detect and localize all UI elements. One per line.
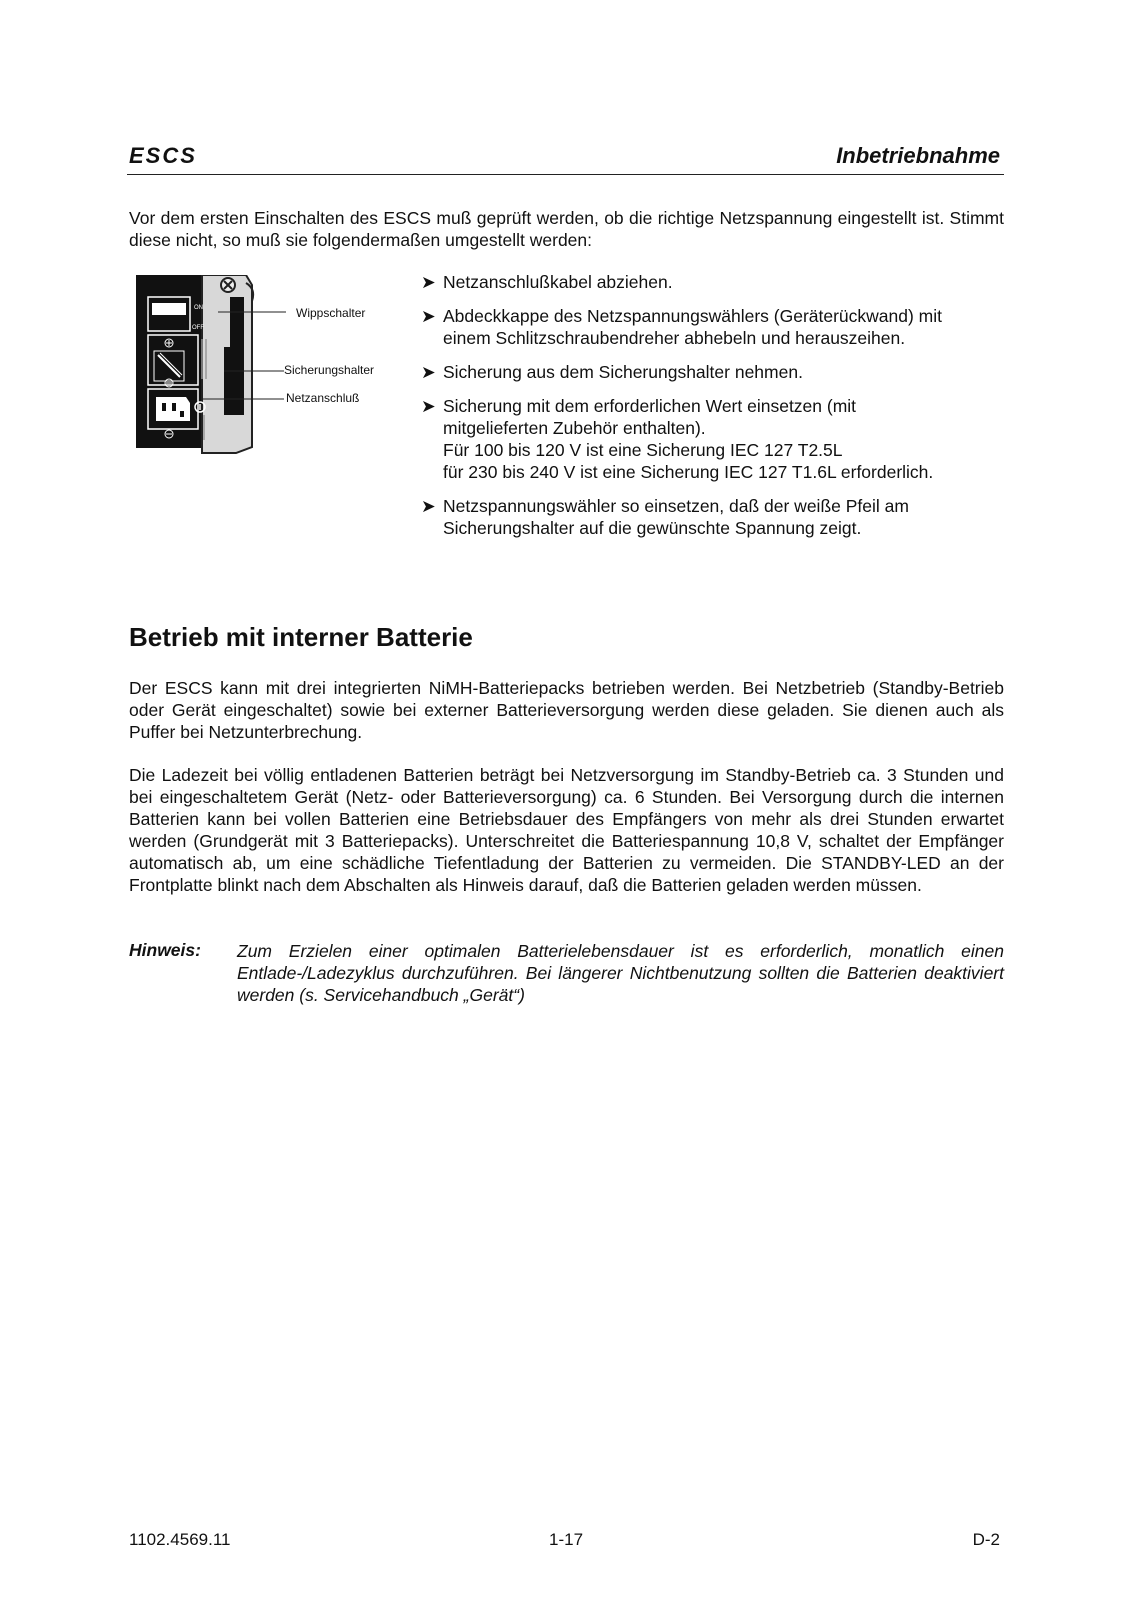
battery-paragraph-1: Der ESCS kann mit drei integrierten NiMH-Batteriepacks betrieben werden. Bei Netzbetrieb (Standby-Betrieb oder Gerät eingeschaltet) sowie bei externer Batterieversorgung werden diese geladen. Sie dienen auch als Puffer bei Netzunterbrechung.: [129, 678, 1004, 742]
arrow-bullet-icon: ➤: [421, 306, 436, 326]
step-text: einem Schlitzschraubendreher abhebeln und herauszeihen.: [443, 328, 906, 348]
arrow-bullet-icon: ➤: [421, 496, 436, 516]
note-text: Zum Erzielen einer optimalen Batterielebensdauer ist es erforderlich, monatlich einen Entlade-/Ladezyklus durchzuführen. Bei längerer Nichtbenutzung sollten die Batterien deaktiviert werden (s. Servicehandbuch „Gerät“): [237, 941, 1004, 1005]
battery-paragraph-2: Die Ladezeit bei völlig entladenen Batterien beträgt bei Netzversorgung im Standby-Betrieb ca. 3 Stunden und bei eingeschaltetem Gerät (Netz- oder Batterieversorgung) ca. 6 Stunden. Bei Versorgung durch die internen Batterien kann bei vollen Batterien eine Betriebsdauer des Empfängers von mehr als drei Stunden erwartet werden (Grundgerät mit 3 Batteriepacks). Unterschreitet die Batteriespannung 10,8 V, schaltet der Empfänger automatisch ab, um eine schädliche Tiefentladung der Batterien zu vermeiden. Die STANDBY-LED an der Frontplatte blinkt nach dem Abschalten als Hinweis darauf, daß die Batterien geladen werden müssen.: [129, 765, 1004, 895]
step-item: [421, 395, 1001, 483]
switch-on-label: ON: [194, 305, 203, 311]
step-text: Für 100 bis 120 V ist eine Sicherung IEC 127 T2.5L: [443, 440, 843, 460]
callout-power-inlet: Netzanschluß: [286, 391, 360, 405]
footer-edition: D-2: [972, 1530, 1000, 1549]
header-chapter: Inbetriebnahme: [836, 143, 1000, 168]
step-text: für 230 bis 240 V ist eine Sicherung IEC 127 T1.6L erforderlich.: [443, 462, 934, 482]
callout-rocker-switch: Wippschalter: [296, 306, 366, 320]
intro-paragraph: Vor dem ersten Einschalten des ESCS muß geprüft werden, ob die richtige Netzspannung eingestellt ist. Stimmt diese nicht, so muß sie folgendermaßen umgestellt werden:: [129, 208, 1004, 250]
footer-page-number: 1-17: [549, 1530, 584, 1549]
step-item: [421, 495, 1001, 539]
step-text: Netzanschlußkabel abziehen.: [443, 272, 673, 292]
step-text: Sicherung aus dem Sicherungshalter nehmen.: [443, 362, 803, 382]
step-text: Sicherung mit dem erforderlichen Wert einsetzen (mit: [443, 396, 857, 416]
arrow-bullet-icon: ➤: [421, 396, 436, 416]
rear-panel-figure: [136, 275, 396, 465]
step-text: Sicherungshalter auf die gewünschte Spannung zeigt.: [443, 518, 862, 538]
step-text: Abdeckkappe des Netzspannungswählers (Geräterückwand) mit: [443, 306, 943, 326]
header-product: ESCS: [129, 143, 197, 168]
header-rule: [127, 174, 1004, 175]
procedure-steps: [421, 271, 1001, 551]
switch-off-label: OFF: [192, 325, 204, 331]
step-item: [421, 271, 1001, 293]
step-item: [421, 305, 1001, 349]
callout-fuse-holder: Sicherungshalter: [284, 363, 375, 377]
footer-doc-number: 1102.4569.11: [129, 1530, 231, 1549]
step-text: mitgelieferten Zubehör enthalten).: [443, 418, 706, 438]
section-title: Betrieb mit interner Batterie: [129, 622, 473, 652]
step-text: Netzspannungswähler so einsetzen, daß der weiße Pfeil am: [443, 496, 909, 516]
note-label: Hinweis:: [129, 940, 201, 960]
arrow-bullet-icon: ➤: [421, 362, 436, 382]
arrow-bullet-icon: ➤: [421, 272, 436, 292]
step-item: [421, 361, 1001, 383]
